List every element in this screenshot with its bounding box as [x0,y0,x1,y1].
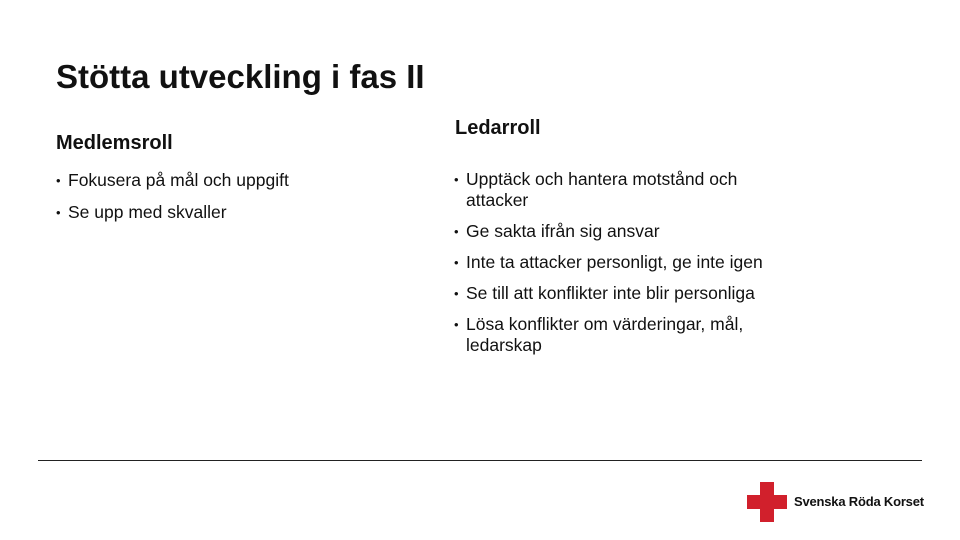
logo-text: Svenska Röda Korset [794,494,924,509]
list-item: • Se upp med skvaller [56,202,227,222]
left-list [56,170,356,223]
list-item: • Se till att konflikter inte blir personliga [454,283,755,303]
list-item: • Lösa konflikter om värderingar, mål, ledarskap [454,314,744,355]
footer-divider [38,460,922,461]
left-heading: Medlemsroll [56,132,173,154]
red-cross-logo-icon [747,482,787,522]
right-heading: Ledarroll [455,117,541,139]
right-list [454,169,799,356]
list-item: • Fokusera på mål och uppgift [56,170,289,190]
list-item: • Upptäck och hantera motstånd och attacker [454,169,738,210]
slide-title: Stötta utveckling i fas II [56,58,425,95]
list-item: • Inte ta attacker personligt, ge inte igen [454,252,763,272]
list-item: • Ge sakta ifrån sig ansvar [454,221,660,241]
